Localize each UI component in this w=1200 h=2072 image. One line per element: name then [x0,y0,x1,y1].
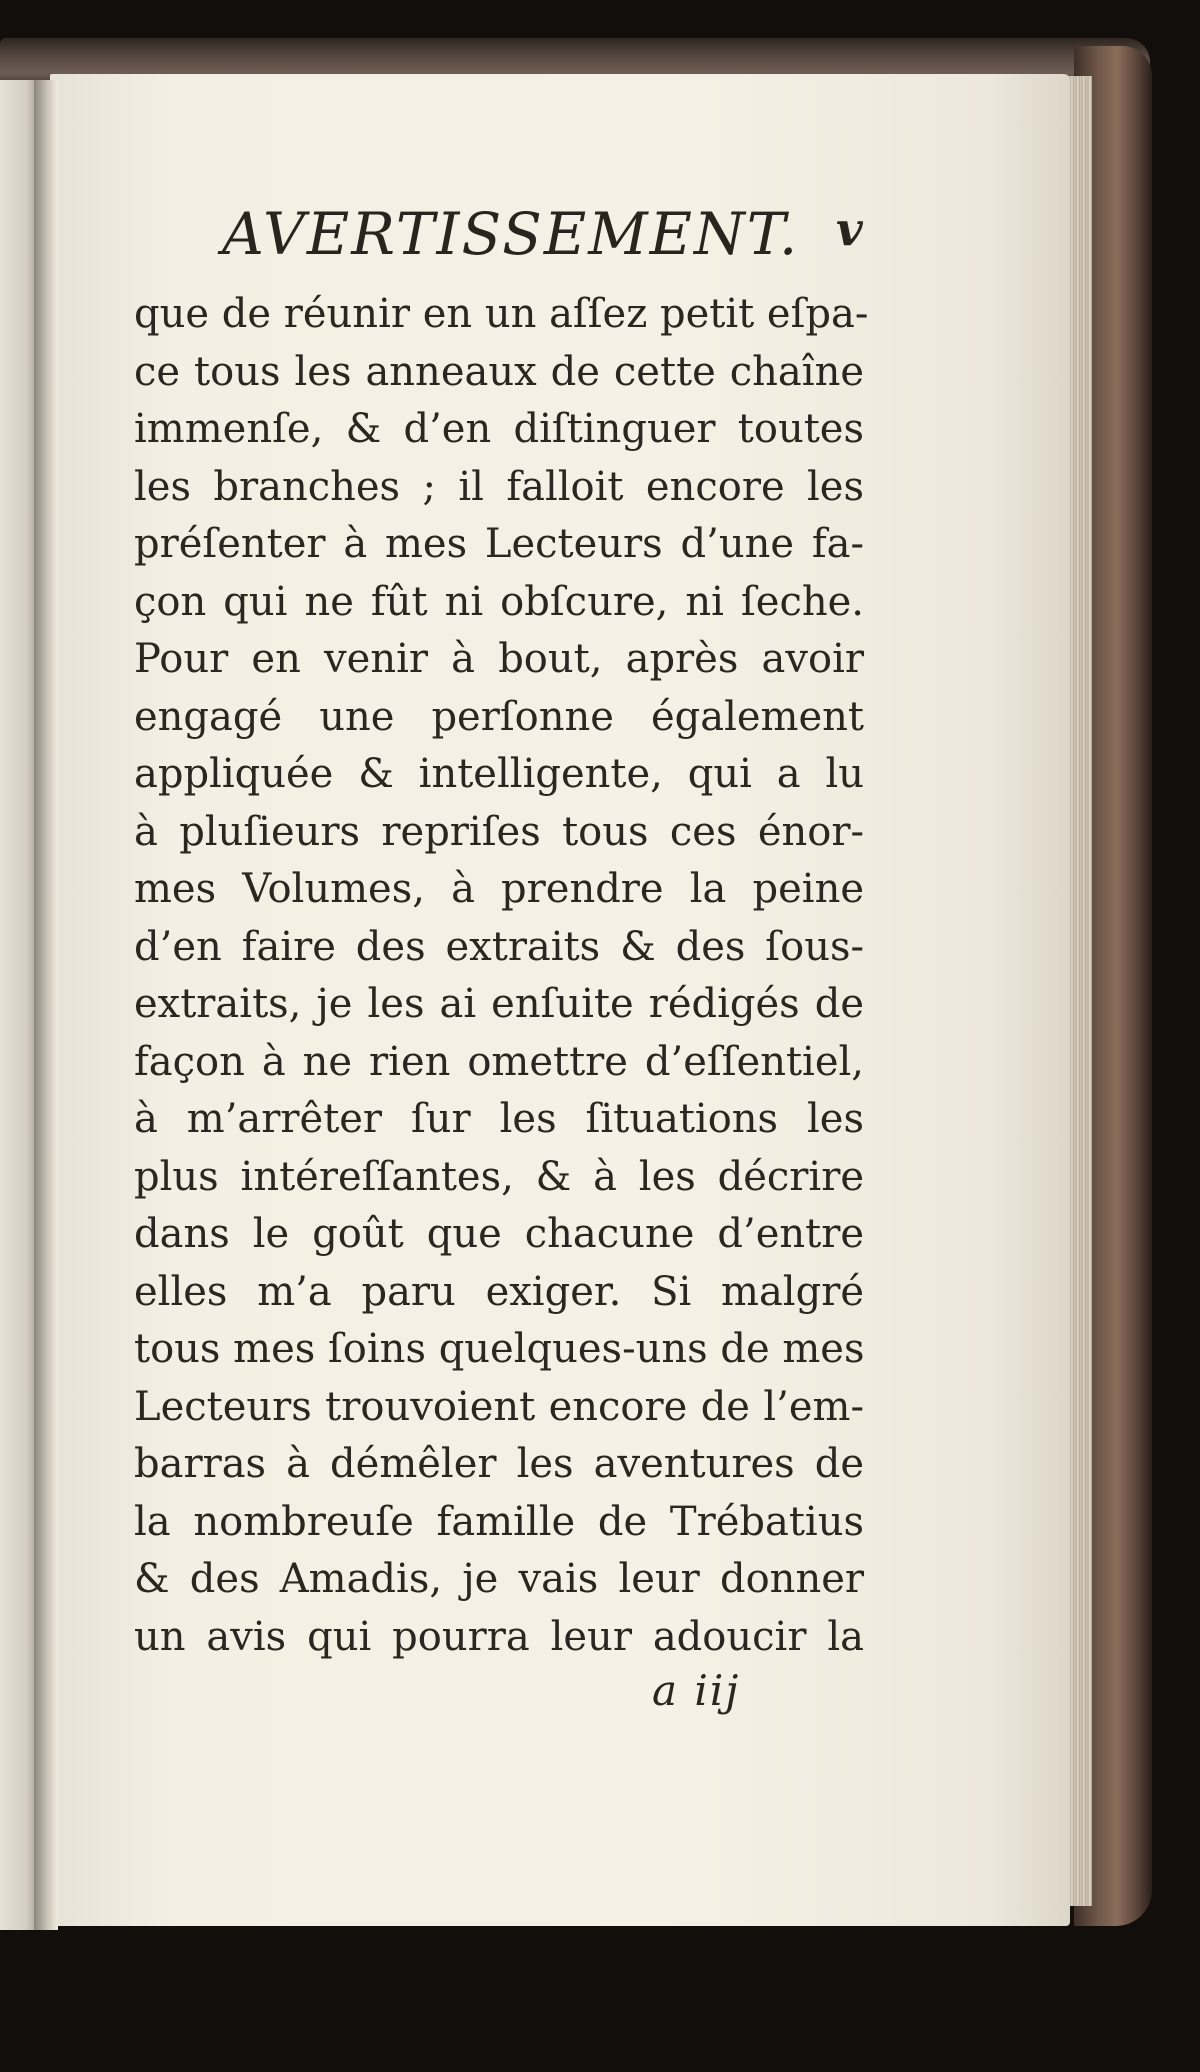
running-head [0,200,1200,280]
text-line: elles m’a paru exiger. Si malgré [134,1268,864,1315]
text-line: ce tous les anneaux de cette chaîne [134,348,864,395]
text-line: barras à démêler les aventures de [134,1441,864,1487]
left-page-sliver [0,80,38,1930]
text-line: d’en faire des extraits & des ſous- [134,923,864,970]
text-line: immenſe, & d’en diſtinguer toutes [134,406,864,452]
body-text [134,286,869,1666]
text-line: Lecteurs trouvoient encore de l’em- [134,1383,864,1430]
text-line: plus intéreſſantes, & à les décrire [134,1153,864,1200]
text-line: çon qui ne fût ni obſcure, ni ſeche. [134,578,864,625]
text-line: mes Volumes, à prendre la peine [134,866,864,912]
text-line: Pour en venir à bout, après avoir [134,636,864,682]
text-line: façon à ne rien omettre d’eſſentiel, [134,1038,864,1085]
text-line: préſenter à mes Lecteurs d’une fa- [134,521,864,567]
page-gutter [34,80,58,1930]
page-number: v [836,202,863,256]
text-line: à m’arrêter ſur les ſituations les [134,1096,864,1142]
text-line: les branches ; il falloit encore les [134,463,864,510]
text-line: que de réunir en un aſſez petit eſpa- [134,291,869,337]
text-line: appliquée & intelligente, qui a lu [134,751,864,797]
text-line: la nombreuſe famille de Trébatius [134,1498,864,1545]
text-line: dans le goût que chacune d’entre [134,1211,864,1257]
text-line: à pluſieurs repriſes tous ces énor- [134,808,864,855]
signature-mark: a iij [652,1666,741,1715]
text-line: extraits, je les ai enſuite rédigés de [134,981,864,1027]
text-line: tous mes ſoins quelques-uns de mes [134,1326,865,1372]
text-line: engagé une perſonne également [134,693,864,740]
text-line: un avis qui pourra leur adoucir la [134,1613,864,1660]
running-head-title: AVERTISSEMENT. [222,200,800,268]
text-line: & des Amadis, je vais leur donner [134,1556,864,1602]
